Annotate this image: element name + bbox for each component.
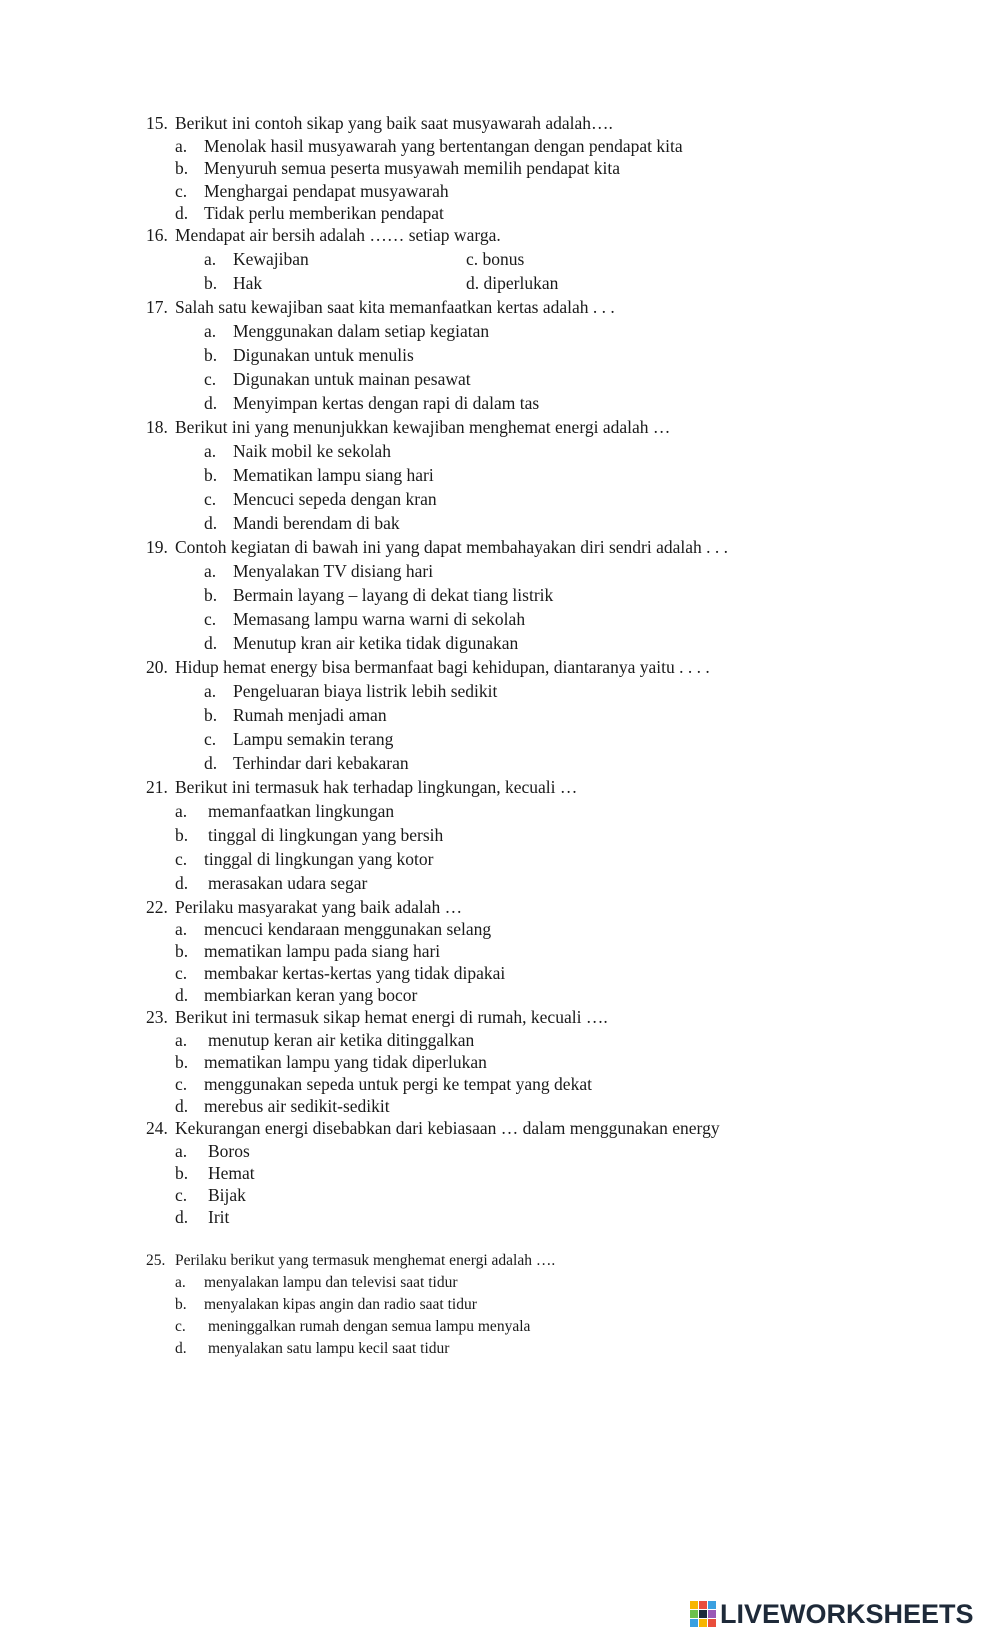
option-18a: a. Naik mobil ke sekolah: [204, 441, 391, 461]
question-21: 21. Berikut ini termasuk hak terhadap lingkungan, kecuali …: [146, 777, 578, 797]
option-16d: d. diperlukan: [466, 273, 559, 293]
option-16b: b. Hak: [204, 273, 263, 293]
liveworksheets-logo-text: LIVEWORKSHEETS: [720, 1598, 974, 1629]
option-18b: b. Mematikan lampu siang hari: [204, 465, 434, 485]
option-24c: c. Bijak: [175, 1185, 246, 1205]
option-23d: d. merebus air sedikit-sedikit: [175, 1096, 390, 1116]
question-15: 15. Berikut ini contoh sikap yang baik saat musyawarah adalah….: [146, 113, 613, 133]
option-20d: d. Terhindar dari kebakaran: [204, 753, 409, 773]
option-18c: c. Mencuci sepeda dengan kran: [204, 489, 437, 509]
question-17: 17. Salah satu kewajiban saat kita memanfaatkan kertas adalah . . .: [146, 297, 615, 317]
option-17b: b. Digunakan untuk menulis: [204, 345, 414, 365]
option-16a: a. Kewajiban: [204, 249, 309, 269]
option-21c: c. tinggal di lingkungan yang kotor: [175, 849, 434, 869]
option-17c: c. Digunakan untuk mainan pesawat: [204, 369, 471, 389]
option-19b: b. Bermain layang – layang di dekat tiang listrik: [204, 585, 554, 605]
option-20b: b. Rumah menjadi aman: [204, 705, 387, 725]
option-23a: a. menutup keran air ketika ditinggalkan: [175, 1030, 475, 1050]
option-18d: d. Mandi berendam di bak: [204, 513, 400, 533]
option-15b: b. Menyuruh semua peserta musyawah memilih pendapat kita: [175, 158, 620, 178]
option-22d: d. membiarkan keran yang bocor: [175, 985, 418, 1005]
option-23b: b. mematikan lampu yang tidak diperlukan: [175, 1052, 487, 1072]
option-17d: d. Menyimpan kertas dengan rapi di dalam tas: [204, 393, 540, 413]
question-16: 16. Mendapat air bersih adalah …… setiap warga.: [146, 225, 501, 245]
option-19a: a. Menyalakan TV disiang hari: [204, 561, 434, 581]
option-25d: d. menyalakan satu lampu kecil saat tidur: [175, 1340, 450, 1357]
option-25a: a. menyalakan lampu dan televisi saat tidur: [175, 1274, 458, 1291]
option-22a: a. mencuci kendaraan menggunakan selang: [175, 919, 492, 939]
option-20c: c. Lampu semakin terang: [204, 729, 394, 749]
option-22c: c. membakar kertas-kertas yang tidak dipakai: [175, 963, 506, 983]
option-16c: c. bonus: [466, 249, 525, 269]
option-15d: d. Tidak perlu memberikan pendapat: [175, 203, 444, 223]
option-15c: c. Menghargai pendapat musyawarah: [175, 181, 449, 201]
question-20: 20. Hidup hemat energy bisa bermanfaat bagi kehidupan, diantaranya yaitu . . . .: [146, 657, 710, 677]
option-19d: d. Menutup kran air ketika tidak digunakan: [204, 633, 519, 653]
option-25c: c. meninggalkan rumah dengan semua lampu menyala: [175, 1318, 531, 1335]
option-21a: a. memanfaatkan lingkungan: [175, 801, 395, 821]
option-24d: d. Irit: [175, 1207, 230, 1227]
question-25: 25. Perilaku berikut yang termasuk menghemat energi adalah ….: [146, 1252, 556, 1269]
question-24: 24. Kekurangan energi disebabkan dari kebiasaan … dalam menggunakan energy: [146, 1118, 720, 1138]
question-19: 19. Contoh kegiatan di bawah ini yang dapat membahayakan diri sendri adalah . . .: [146, 537, 729, 557]
liveworksheets-logo-icon: [690, 1601, 716, 1627]
option-23c: c. menggunakan sepeda untuk pergi ke tempat yang dekat: [175, 1074, 592, 1094]
option-21d: d. merasakan udara segar: [175, 873, 368, 893]
option-24b: b. Hemat: [175, 1163, 255, 1183]
option-17a: a. Menggunakan dalam setiap kegiatan: [204, 321, 490, 341]
option-25b: b. menyalakan kipas angin dan radio saat tidur: [175, 1296, 477, 1313]
question-22: 22. Perilaku masyarakat yang baik adalah …: [146, 897, 463, 917]
option-15a: a. Menolak hasil musyawarah yang bertentangan dengan pendapat kita: [175, 136, 683, 156]
question-18: 18. Berikut ini yang menunjukkan kewajiban menghemat energi adalah …: [146, 417, 671, 437]
liveworksheets-brand[interactable]: [690, 1598, 974, 1630]
option-19c: c. Memasang lampu warna warni di sekolah: [204, 609, 526, 629]
option-20a: a. Pengeluaran biaya listrik lebih sedikit: [204, 681, 498, 701]
option-21b: b. tinggal di lingkungan yang bersih: [175, 825, 444, 845]
option-24a: a. Boros: [175, 1141, 250, 1161]
option-22b: b. mematikan lampu pada siang hari: [175, 941, 441, 961]
question-23: 23. Berikut ini termasuk sikap hemat energi di rumah, kecuali ….: [146, 1007, 608, 1027]
